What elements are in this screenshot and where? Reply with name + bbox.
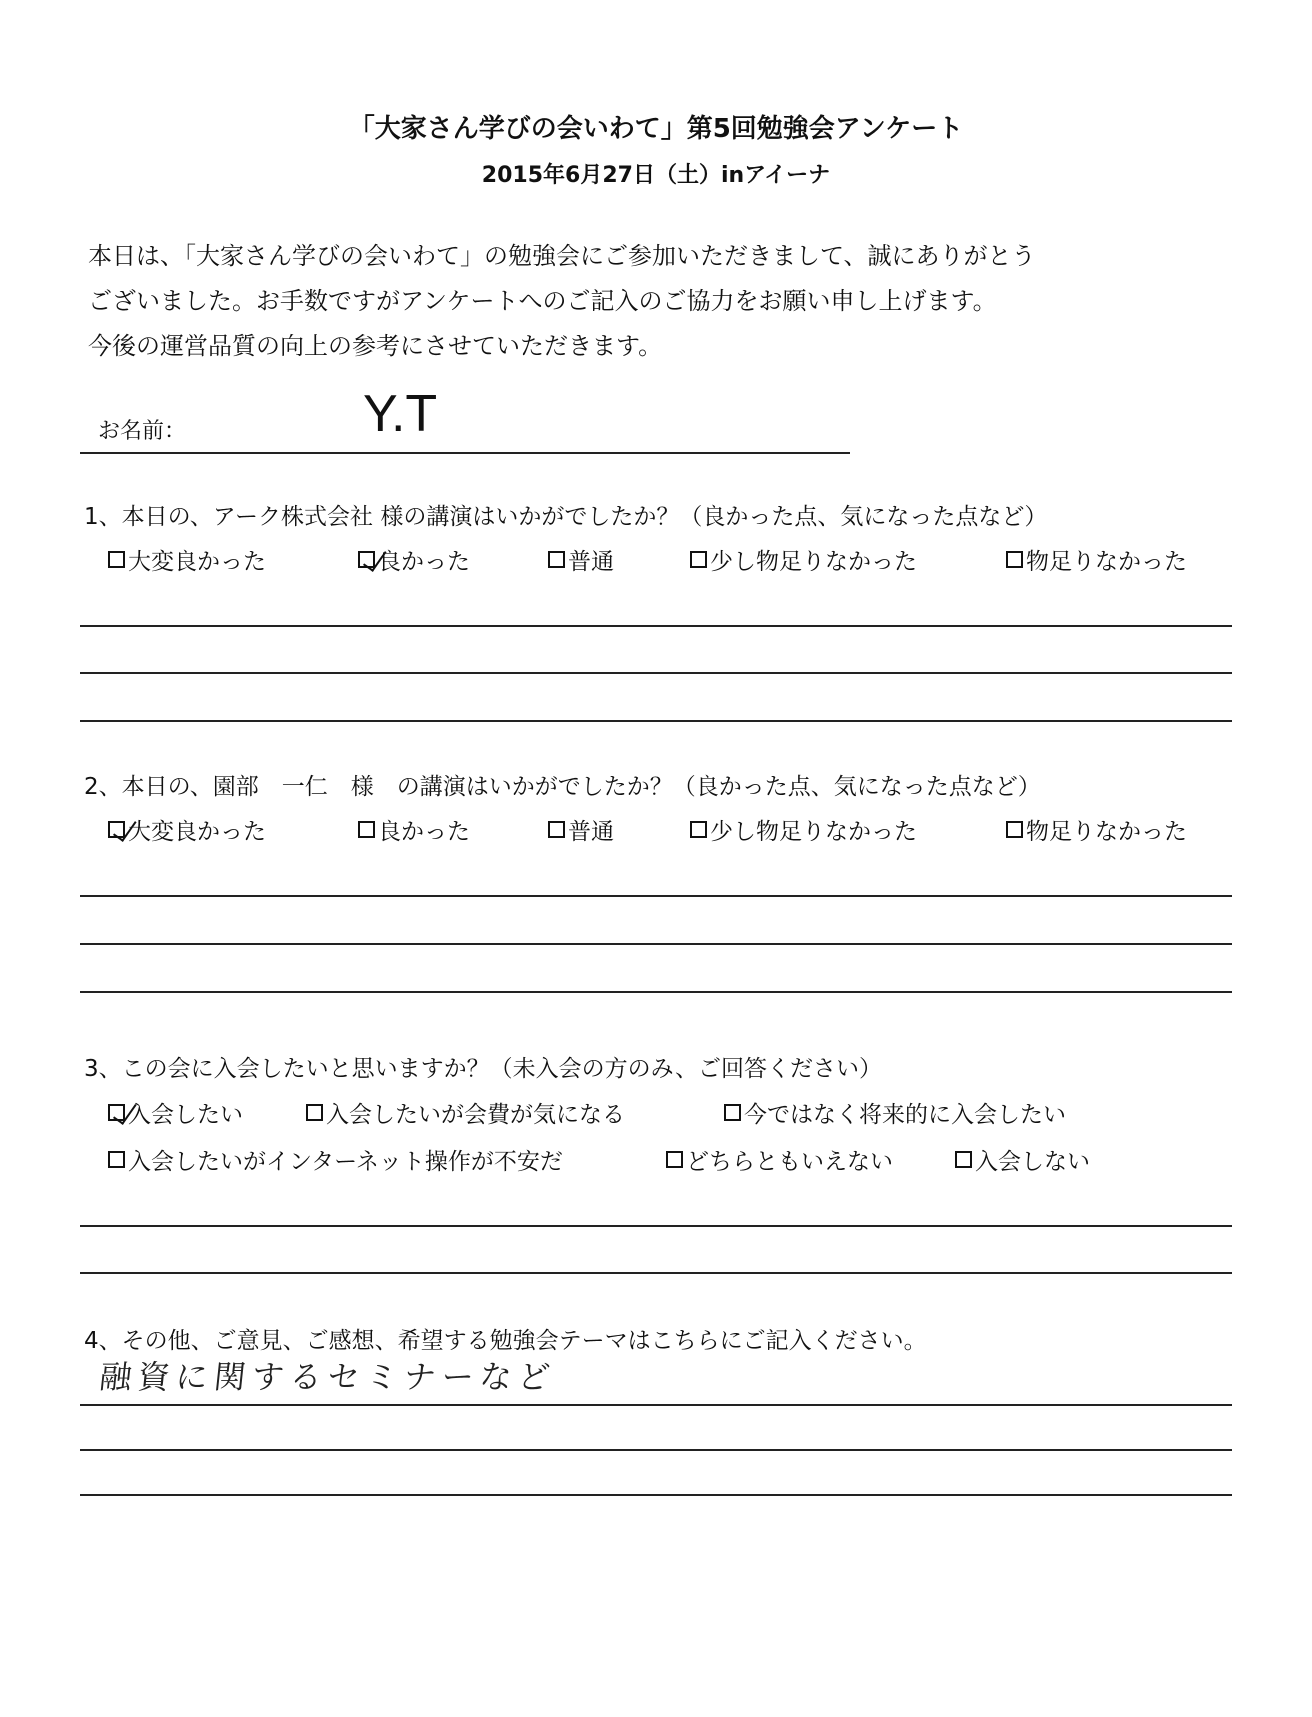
q2-answer-line[interactable] — [80, 895, 1232, 897]
q2-answer-line[interactable] — [80, 943, 1232, 945]
q3-option-join[interactable]: 入会したい — [108, 1096, 243, 1129]
q3-option-not-join[interactable]: 入会しない — [955, 1143, 1090, 1176]
checkbox-icon[interactable] — [666, 1151, 683, 1168]
q3-option-join-fee-concern[interactable]: 入会したいが会費が気になる — [306, 1096, 625, 1129]
checkbox-icon[interactable] — [108, 1151, 125, 1168]
checkbox-icon[interactable] — [358, 821, 375, 838]
checkbox-icon[interactable] — [548, 821, 565, 838]
q1-answer-line[interactable] — [80, 720, 1232, 722]
intro-line-1: 本日は、「大家さん学びの会いわて」の勉強会にご参加いただきまして、誠にありがとう — [88, 242, 1036, 270]
q1-option-unsatisfying[interactable]: 物足りなかった — [1006, 543, 1187, 576]
q1-option-very-good[interactable]: 大変良かった — [108, 543, 266, 576]
checkbox-icon[interactable] — [1006, 821, 1023, 838]
checkbox-icon[interactable] — [955, 1151, 972, 1168]
question-4: 4、その他、ご意見、ご感想、希望する勉強会テーマはこちらにご記入ください。 — [84, 1328, 927, 1354]
q2-option-very-good[interactable]: 大変良かった — [108, 813, 266, 846]
q2-option-good[interactable]: 良かった — [358, 813, 470, 846]
name-field[interactable]: Y.T — [363, 385, 438, 443]
q4-answer-line[interactable] — [80, 1449, 1232, 1451]
q1-option-good[interactable]: 良かった — [358, 543, 470, 576]
question-1: 1、本日の、アーク株式会社 様の講演はいかがでしたか？（良かった点、気になった点など） — [84, 504, 1048, 530]
checkbox-icon[interactable] — [306, 1104, 323, 1121]
q2-option-unsatisfying[interactable]: 物足りなかった — [1006, 813, 1187, 846]
question-3: 3、この会に入会したいと思いますか？（未入会の方のみ、ご回答ください） — [84, 1056, 883, 1082]
checkbox-icon[interactable] — [724, 1104, 741, 1121]
q3-answer-line[interactable] — [80, 1272, 1232, 1274]
checkbox-checked-icon[interactable] — [108, 1104, 125, 1121]
q3-option-undecided[interactable]: どちらともいえない — [666, 1143, 893, 1176]
checkbox-icon[interactable] — [1006, 551, 1023, 568]
survey-date-venue: 2015年6月27日（土）inアイーナ — [481, 163, 831, 188]
q1-answer-line[interactable] — [80, 672, 1232, 674]
name-underline — [80, 452, 850, 454]
q1-answer-line[interactable] — [80, 625, 1232, 627]
checkbox-checked-icon[interactable] — [108, 821, 125, 838]
q4-answer-line[interactable] — [80, 1494, 1232, 1496]
q4-answer-line[interactable] — [80, 1404, 1232, 1406]
q2-option-slightly-unsatisfying[interactable]: 少し物足りなかった — [690, 813, 917, 846]
survey-title: 「大家さん学びの会いわて」第5回勉強会アンケート — [348, 114, 964, 144]
q3-option-join-internet-concern[interactable]: 入会したいがインターネット操作が不安だ — [108, 1143, 563, 1176]
checkbox-icon[interactable] — [690, 821, 707, 838]
name-label: お名前： — [98, 419, 187, 444]
intro-line-2: ございました。お手数ですがアンケートへのご記入のご協力をお願い申し上げます。 — [88, 287, 997, 315]
q3-option-join-later[interactable]: 今ではなく将来的に入会したい — [724, 1096, 1066, 1129]
q3-answer-line[interactable] — [80, 1225, 1232, 1227]
checkbox-icon[interactable] — [690, 551, 707, 568]
q1-option-normal[interactable]: 普通 — [548, 543, 614, 576]
intro-line-3: 今後の運営品質の向上の参考にさせていただきます。 — [88, 332, 663, 360]
checkbox-icon[interactable] — [548, 551, 565, 568]
q4-handwritten-answer[interactable]: 融資に関するセミナーなど — [97, 1358, 558, 1396]
q2-option-normal[interactable]: 普通 — [548, 813, 614, 846]
checkbox-icon[interactable] — [108, 551, 125, 568]
q2-answer-line[interactable] — [80, 991, 1232, 993]
checkbox-checked-icon[interactable] — [358, 551, 375, 568]
question-2: 2、本日の、園部 一仁 様 の講演はいかがでしたか？（良かった点、気になった点など） — [84, 774, 1041, 800]
q1-option-slightly-unsatisfying[interactable]: 少し物足りなかった — [690, 543, 917, 576]
